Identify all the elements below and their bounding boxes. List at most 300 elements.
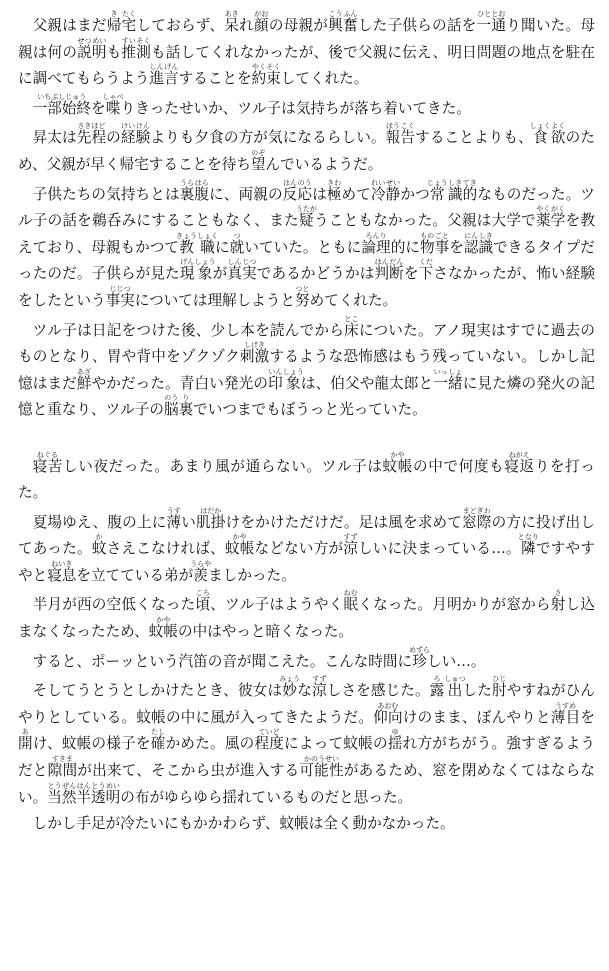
ruby-word — [254, 728, 285, 753]
ruby-word — [433, 367, 448, 392]
ruby-reading: ねがえ — [504, 450, 535, 459]
ruby-word — [102, 92, 124, 117]
ruby-base: 妙 — [279, 682, 301, 700]
ruby-word — [387, 728, 403, 753]
ruby-reading: ろ — [429, 675, 445, 684]
ruby-base: 羨 — [190, 566, 212, 584]
ruby-word — [105, 284, 135, 309]
ruby-word — [344, 314, 359, 339]
ruby-base: 然 — [61, 788, 77, 806]
ruby-word — [163, 63, 179, 88]
text-run: い — [181, 513, 197, 531]
ruby-base: 蚊帳 — [224, 540, 255, 558]
ruby-base: 判 — [374, 265, 390, 283]
ruby-word — [224, 10, 240, 34]
paragraph — [18, 315, 595, 424]
ruby-word — [295, 205, 317, 230]
ruby-word — [250, 148, 266, 173]
ruby-word — [444, 675, 466, 700]
text-run: けのまま、ぼんやりと — [402, 708, 551, 726]
ruby-base: 事 — [434, 238, 450, 256]
ruby-base: 食 — [529, 129, 551, 147]
ruby-reading: せつ — [77, 36, 92, 45]
ruby-reading: けん — [135, 122, 151, 131]
ruby-word — [32, 92, 91, 117]
text-run: んでいるようだ。 — [265, 155, 383, 173]
text-run: を — [580, 708, 595, 726]
paragraph — [18, 93, 595, 123]
ruby-base: 帰 — [106, 17, 122, 34]
ruby-base: 現 — [179, 265, 195, 283]
ruby-reading: こう — [328, 10, 343, 18]
ruby-word — [550, 701, 581, 726]
ruby-word — [374, 258, 390, 283]
ruby-word — [370, 178, 386, 203]
text-run: 半月が西の空低くなった — [32, 596, 196, 614]
ruby-reading: すい — [121, 36, 137, 45]
ruby-base: 裏 — [179, 185, 195, 203]
ruby-reading: げん — [179, 258, 195, 267]
ruby-reading: き — [106, 10, 122, 18]
text-run: かめた。風の — [165, 735, 255, 753]
text-run: さえこなければ、 — [106, 540, 225, 558]
body-text — [18, 10, 595, 838]
ruby-word — [385, 122, 401, 147]
text-run: しいに決まっている…。 — [358, 540, 521, 558]
ruby-word — [47, 755, 78, 780]
ruby-word — [229, 231, 245, 256]
ruby-word — [476, 10, 507, 34]
ruby-reading: れい — [370, 178, 386, 187]
text-run: け、蚊帳の様子を — [32, 735, 151, 753]
ruby-base: 静 — [385, 185, 401, 203]
text-run: することよりも、 — [415, 129, 533, 147]
ruby-reading: こく — [400, 122, 415, 131]
ruby-base: 推 — [121, 43, 137, 61]
ruby-word — [106, 10, 122, 34]
ruby-word — [343, 533, 359, 558]
ruby-reading: あおむ — [373, 701, 403, 710]
ruby-base: 涼 — [343, 540, 359, 558]
ruby-word — [342, 10, 358, 34]
ruby-base: 応 — [297, 185, 313, 203]
ruby-word — [163, 394, 179, 419]
text-run: を — [449, 238, 464, 256]
text-run: しい夜だった。あまり風が通らない。ツル子は — [63, 457, 383, 475]
ruby-word — [409, 645, 431, 670]
ruby-base: 可能性 — [299, 762, 344, 780]
text-run: くなった。月明かりが窓から — [358, 596, 551, 614]
ruby-base: 頃 — [195, 596, 211, 614]
ruby-reading: あき — [224, 10, 239, 18]
ruby-reading: つと — [295, 284, 310, 293]
paragraph — [18, 507, 595, 590]
text-run: に見た燐の発火の記憶と重なり、ツル子の — [18, 374, 595, 419]
ruby-reading: とう — [91, 781, 106, 790]
ruby-word — [463, 231, 479, 256]
text-run: れ方がちがう。強すぎるようだと — [18, 735, 595, 780]
ruby-base: 涼 — [312, 682, 327, 700]
text-run: りきったせいか、ツル子は気持ちが落ち着いてきた。 — [120, 99, 471, 117]
text-run: してくれた。 — [280, 70, 369, 88]
ruby-word — [504, 450, 535, 475]
ruby-reading: ねむ — [343, 589, 359, 598]
text-run: な — [297, 682, 313, 700]
ruby-reading: がお — [253, 10, 269, 18]
ruby-base: 開 — [18, 735, 33, 753]
text-run: うこともなかった。父親は大学で — [313, 212, 536, 230]
ruby-word — [194, 178, 210, 203]
ruby-reading: うす — [166, 506, 182, 515]
ruby-base: 一部始終 — [32, 99, 91, 117]
ruby-word — [385, 178, 401, 203]
text-run: いていた。ともに — [244, 238, 362, 256]
ruby-base: 当 — [47, 788, 62, 806]
ruby-word — [418, 258, 434, 283]
ruby-word — [550, 589, 566, 614]
ruby-base: 先程 — [76, 129, 107, 147]
ruby-reading: しょう — [282, 367, 304, 376]
ruby-reading: ねぐる — [32, 450, 63, 459]
text-run: やすねがひんやりとしている。蚊帳の中に風が入ってきたようだ。 — [18, 682, 595, 726]
ruby-word — [426, 178, 448, 203]
ruby-word — [194, 258, 216, 283]
text-run: さなかったが、怖い経験をしたという — [18, 265, 595, 309]
ruby-base: 望 — [250, 155, 266, 173]
ruby-word — [419, 231, 435, 256]
ruby-word — [373, 701, 403, 726]
ruby-base: 鮮 — [76, 374, 92, 392]
ruby-base: 職 — [197, 238, 218, 256]
ruby-base: 程度 — [254, 735, 285, 753]
ruby-base: 隣 — [517, 540, 539, 558]
ruby-reading: とう — [47, 781, 62, 790]
text-run: の布がゆらゆら揺れているものだと思った。 — [120, 788, 413, 806]
ruby-word — [179, 258, 195, 283]
ruby-reading: じつ — [242, 258, 257, 267]
ruby-reading: うらや — [190, 559, 212, 568]
ruby-reading: よく — [550, 122, 566, 131]
ruby-base: 言 — [163, 70, 179, 88]
ruby-reading: のぞ — [250, 148, 266, 157]
ruby-base: 象 — [282, 374, 304, 392]
text-run: しておらず、 — [136, 17, 225, 34]
ruby-reading: めずら — [409, 645, 431, 654]
text-run: の中で何度も — [412, 457, 505, 475]
ruby-word — [47, 781, 62, 806]
ruby-reading: かや — [224, 533, 255, 542]
ruby-reading: くだ — [418, 258, 434, 267]
ruby-reading: いん — [268, 367, 283, 376]
ruby-word — [361, 231, 391, 256]
ruby-word — [434, 231, 450, 256]
text-run: でいつまでもぼうっと光っていた。 — [193, 401, 427, 419]
ruby-reading: あ — [18, 728, 33, 737]
ruby-base: 寝返 — [504, 457, 535, 475]
ruby-reading: かや — [148, 616, 178, 625]
ruby-word — [61, 781, 77, 806]
ruby-reading: だん — [389, 258, 404, 267]
ruby-word — [268, 367, 283, 392]
text-run: を教えており、母親もかつて — [18, 212, 595, 256]
ruby-reading: ねいき — [47, 559, 77, 568]
ruby-reading: そく — [266, 63, 281, 72]
text-run: めてくれた。 — [309, 291, 398, 309]
ruby-reading: やく — [251, 63, 267, 72]
ruby-reading: もの — [419, 231, 435, 240]
ruby-word — [282, 367, 304, 392]
ruby-reading: はだか — [196, 506, 226, 515]
ruby-reading: となり — [517, 533, 539, 542]
text-run: も — [106, 43, 122, 61]
ruby-base: 床 — [344, 321, 359, 339]
ruby-reading: みょう — [279, 675, 301, 684]
ruby-word — [195, 589, 211, 614]
ruby-base: 露 — [429, 682, 445, 700]
ruby-reading: しょく — [197, 231, 218, 240]
text-run: することを — [178, 70, 252, 88]
ruby-reading: のう — [163, 394, 179, 403]
text-run: についた。アノ現実はすでに過去のものとなり、胃や背中をゾクゾク — [18, 321, 595, 366]
text-run: を — [90, 99, 106, 117]
ruby-reading: ほう — [385, 122, 401, 131]
ruby-base: 論理 — [361, 238, 391, 256]
ruby-base: 進 — [149, 70, 164, 88]
ruby-reading: り — [178, 394, 194, 403]
text-run: なものだった。ツル子の話を鵜呑みにすることもなく、また — [18, 185, 595, 230]
text-run: のため、父親が早く帰宅することを待ち — [18, 129, 595, 173]
ruby-word — [32, 450, 64, 475]
ruby-base: 常 — [426, 185, 448, 203]
ruby-reading: しゅつ — [444, 675, 466, 684]
paragraph — [18, 646, 595, 676]
ruby-base: 約 — [251, 70, 267, 88]
ruby-base: 就 — [229, 238, 245, 256]
ruby-base: 報 — [385, 129, 401, 147]
ruby-reading: いちぶしじゅう — [32, 92, 91, 101]
ruby-reading: めい — [91, 36, 107, 45]
text-run: すると、ポーッという汽笛の音が聞こえた。こんな時間に — [32, 652, 413, 670]
ruby-base: 真 — [227, 265, 243, 283]
ruby-word — [550, 205, 566, 230]
ruby-reading: さきほど — [76, 122, 107, 131]
ruby-base: 蚊帳 — [382, 457, 413, 475]
ruby-base: 脳 — [163, 401, 179, 419]
ruby-word — [91, 533, 107, 558]
ruby-word — [227, 258, 243, 283]
ruby-reading: さ — [550, 589, 566, 598]
ruby-base: 蚊 — [91, 540, 107, 558]
text-run: も話してくれなかったが、後で父親に伝え、明日問題の地点を駐在に調べてもらうよう — [18, 43, 595, 88]
ruby-word — [91, 781, 106, 806]
text-run: そしてうとうとしかけたとき、彼女は — [32, 682, 283, 700]
ruby-word — [312, 675, 327, 700]
ruby-base: 薄目 — [550, 708, 581, 726]
ruby-reading: にん — [463, 231, 479, 240]
ruby-reading: はん — [76, 781, 92, 790]
ruby-base: 寝息 — [47, 566, 77, 584]
text-run: した子供らの話を — [357, 17, 477, 34]
ruby-reading: じょう — [426, 178, 448, 187]
text-run: が出来て、そこから虫が進入する — [77, 762, 300, 780]
text-run: しかし手足が冷たいにもかかわらず、蚊帳は全く動かなかった。 — [32, 815, 455, 833]
ruby-reading: ていど — [254, 728, 284, 737]
ruby-word — [328, 10, 343, 34]
ruby-base: 下 — [418, 265, 434, 283]
ruby-base: 窓際 — [462, 513, 492, 531]
ruby-base: 腹 — [194, 185, 210, 203]
ruby-word — [77, 36, 92, 61]
ruby-base: 興 — [328, 17, 343, 34]
ruby-base: 薄 — [166, 513, 182, 531]
ruby-word — [282, 178, 298, 203]
ruby-word — [76, 367, 92, 392]
ruby-word — [297, 178, 313, 203]
ruby-reading: はん — [282, 178, 298, 187]
ruby-reading: しん — [149, 63, 164, 72]
paragraph — [18, 675, 595, 811]
ruby-reading: てき — [462, 178, 478, 187]
ruby-reading: ひじ — [492, 675, 507, 684]
text-run: があるため、窓を閉めなくてはならない。 — [18, 762, 595, 806]
ruby-word — [429, 675, 445, 700]
ruby-base: 肘 — [492, 682, 507, 700]
text-run: りを打った。 — [18, 457, 595, 502]
ruby-reading: うすめ — [550, 701, 581, 710]
ruby-reading: かや — [382, 450, 413, 459]
ruby-word — [326, 178, 342, 203]
ruby-reading: のう — [297, 178, 312, 187]
ruby-word — [279, 675, 301, 700]
text-run: よりも夕食の方が気になるらしい。 — [150, 129, 386, 147]
ruby-word — [242, 258, 257, 283]
ruby-reading: せい — [385, 178, 401, 187]
ruby-base: 識 — [447, 185, 463, 203]
ruby-reading: しゃべ — [102, 92, 124, 101]
ruby-reading: かのうせい — [299, 755, 344, 764]
ruby-word — [120, 122, 136, 147]
text-run: は、伯父や龍太郎と — [300, 374, 434, 392]
text-run: できるタイプだったのだ。子供らが見た — [18, 238, 595, 283]
ruby-base: 呆 — [224, 17, 240, 34]
ruby-word — [295, 284, 310, 309]
ruby-base: 出 — [444, 682, 466, 700]
ruby-reading: しょ — [447, 367, 463, 376]
ruby-base: 明 — [91, 43, 107, 61]
ruby-reading: きわ — [326, 178, 342, 187]
ruby-base: 欲 — [550, 129, 566, 147]
ruby-reading: けい — [120, 122, 136, 131]
ruby-base: 験 — [135, 129, 151, 147]
ruby-base: 裏 — [178, 401, 194, 419]
ruby-base: 教 — [176, 238, 197, 256]
ruby-reading: ひととお — [476, 10, 506, 18]
text-run: によって蚊帳の — [284, 735, 388, 753]
ruby-base: 疑 — [295, 212, 317, 230]
ruby-base: 透 — [91, 788, 106, 806]
ruby-base: 仰向 — [373, 708, 403, 726]
ruby-reading: しん — [227, 258, 242, 267]
ruby-reading: じじつ — [105, 284, 135, 293]
text-run: 父親はまだ — [32, 17, 107, 34]
ruby-reading: すず — [312, 675, 327, 684]
ruby-reading: きょう — [176, 231, 198, 240]
ruby-word — [517, 533, 539, 558]
ruby-base: 反 — [282, 185, 298, 203]
text-run: などない方が — [254, 540, 344, 558]
ruby-word — [478, 231, 494, 256]
ruby-word — [251, 63, 267, 88]
ruby-reading: ゆ — [387, 728, 403, 737]
text-run: するような恐怖感はもう残っていない。しかし記憶はまだ — [18, 348, 595, 392]
ruby-reading: ろんり — [361, 231, 391, 240]
ruby-word — [253, 10, 269, 34]
ruby-word — [535, 205, 551, 230]
ruby-base: 物 — [419, 238, 435, 256]
ruby-reading: すず — [343, 533, 358, 542]
ruby-base: 奮 — [342, 17, 358, 34]
ruby-word — [18, 728, 33, 753]
ruby-word — [197, 231, 218, 256]
text-run: に — [214, 238, 230, 256]
ruby-reading: はら — [194, 178, 209, 187]
ruby-word — [400, 122, 416, 147]
ruby-word — [196, 506, 226, 531]
text-run: やかだった。青白い発光の — [91, 374, 269, 392]
ruby-reading: いっ — [433, 367, 448, 376]
ruby-reading: やく — [535, 205, 551, 214]
ruby-word — [529, 122, 551, 147]
ruby-base: 緒 — [447, 374, 463, 392]
ruby-base: 眠 — [343, 596, 359, 614]
ruby-reading: うたが — [295, 205, 317, 214]
ruby-word — [462, 178, 478, 203]
ruby-reading: ふん — [342, 10, 358, 18]
ruby-word — [136, 36, 152, 61]
ruby-word — [121, 36, 137, 61]
ruby-word — [166, 506, 182, 531]
paragraph — [18, 811, 595, 838]
ruby-base: 寝苦 — [32, 457, 64, 475]
ruby-reading: しょう — [194, 258, 216, 267]
text-run: れ — [239, 17, 254, 34]
text-run: の中はやっと暗くなった。 — [177, 623, 354, 641]
ruby-word — [382, 450, 413, 475]
ruby-base: 学 — [550, 212, 566, 230]
text-run: しさを感じた。 — [326, 682, 430, 700]
ruby-word — [121, 10, 137, 34]
text-run: 的に — [390, 238, 420, 256]
ruby-base: 一 — [433, 374, 448, 392]
paragraph — [18, 451, 595, 507]
ruby-word — [299, 755, 344, 780]
ruby-reading: あざ — [76, 367, 92, 376]
ruby-reading: しょく — [529, 122, 551, 131]
ruby-base: 射 — [550, 596, 566, 614]
ruby-base: 蚊帳 — [148, 623, 178, 641]
text-run: し込まなくなったため、 — [18, 596, 595, 641]
ruby-word — [550, 122, 566, 147]
text-run: ですやすやと — [18, 540, 595, 584]
ruby-word — [91, 36, 107, 61]
text-run: ましかった。 — [208, 566, 296, 584]
ruby-base: 冷 — [370, 185, 386, 203]
ruby-base: 束 — [266, 70, 281, 88]
ruby-word — [76, 781, 92, 806]
ruby-base: 認 — [463, 238, 479, 256]
ruby-reading: はん — [374, 258, 389, 267]
ruby-base: 顔 — [253, 17, 269, 34]
